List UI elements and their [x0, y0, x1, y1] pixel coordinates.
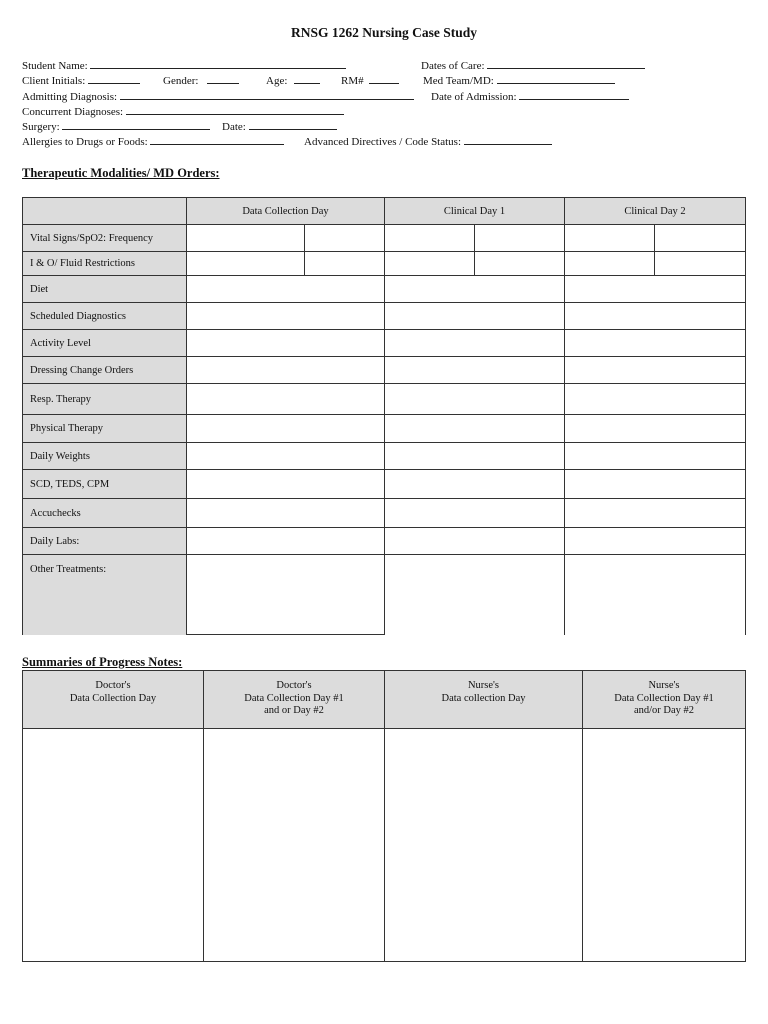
header-data-collection-day: Data Collection Day: [187, 198, 385, 225]
allergies-label: Allergies to Drugs or Foods:: [22, 136, 148, 148]
entry-cell[interactable]: [565, 276, 746, 303]
date-of-admission-field[interactable]: [431, 90, 629, 103]
entry-cell[interactable]: [187, 499, 385, 528]
client-initials-line: [88, 74, 140, 84]
entry-cell[interactable]: [187, 528, 385, 555]
header-line: Data Collection Day #1: [614, 692, 714, 704]
table-row: [23, 330, 746, 357]
table-row: [23, 729, 746, 962]
table-row: [23, 470, 746, 499]
entry-cell[interactable]: [475, 225, 565, 252]
table-row: [23, 415, 746, 443]
row-label: I & O/ Fluid Restrictions: [23, 252, 187, 276]
table-row: [23, 528, 746, 555]
entry-cell[interactable]: [385, 225, 475, 252]
entry-cell[interactable]: [187, 470, 385, 499]
entry-cell[interactable]: [565, 357, 746, 384]
table-row: [23, 499, 746, 528]
entry-cell[interactable]: [305, 225, 385, 252]
table-row: [23, 443, 746, 470]
allergies-line: [150, 135, 284, 145]
entry-cell[interactable]: [204, 729, 385, 962]
rm-line: [369, 74, 399, 84]
client-initials-field[interactable]: [22, 74, 140, 87]
row-label: SCD, TEDS, CPM: [23, 470, 187, 499]
age-field[interactable]: [266, 74, 320, 87]
row-label: Resp. Therapy: [23, 384, 187, 415]
entry-cell[interactable]: [187, 303, 385, 330]
surgery-date-field[interactable]: [222, 120, 337, 133]
entry-cell[interactable]: [187, 330, 385, 357]
orders-header-row: [23, 198, 746, 225]
entry-cell[interactable]: [385, 555, 565, 635]
table-row: [23, 357, 746, 384]
student-name-line: [90, 59, 346, 69]
entry-cell[interactable]: [565, 225, 655, 252]
gender-label: Gender:: [163, 75, 199, 87]
entry-cell[interactable]: [187, 357, 385, 384]
admitting-diagnosis-line: [120, 90, 414, 100]
concurrent-diagnoses-line: [126, 105, 344, 115]
surgery-line: [62, 120, 210, 130]
entry-cell[interactable]: [187, 225, 305, 252]
entry-cell[interactable]: [385, 443, 565, 470]
age-label: Age:: [266, 75, 288, 87]
table-row: [23, 303, 746, 330]
admitting-diagnosis-label: Admitting Diagnosis:: [22, 91, 118, 103]
header-clinical-day-2: Clinical Day 2: [565, 198, 746, 225]
dates-of-care-field[interactable]: [421, 59, 645, 72]
entry-cell[interactable]: [565, 528, 746, 555]
dates-of-care-line: [487, 59, 645, 69]
header-doctor-day1-day2: [204, 671, 385, 729]
entry-cell[interactable]: [565, 252, 655, 276]
med-team-line: [497, 74, 615, 84]
header-line: Data Collection Day #1: [244, 692, 344, 704]
entry-cell[interactable]: [565, 303, 746, 330]
date-of-admission-line: [519, 90, 629, 100]
surgery-date-label: Date:: [222, 121, 246, 133]
entry-cell[interactable]: [565, 443, 746, 470]
entry-cell[interactable]: [385, 470, 565, 499]
gender-field[interactable]: [163, 74, 239, 87]
header-line: and/or Day #2: [633, 705, 695, 716]
row-label: Activity Level: [23, 330, 187, 357]
header-line: Data collection Day: [441, 692, 526, 704]
entry-cell[interactable]: [565, 555, 746, 635]
row-label: Accuchecks: [23, 499, 187, 528]
entry-cell[interactable]: [23, 729, 204, 962]
date-of-admission-label: Date of Admission:: [431, 91, 517, 103]
row-label: Physical Therapy: [23, 415, 187, 443]
entry-cell[interactable]: [187, 415, 385, 443]
table-row: [23, 276, 746, 303]
entry-cell[interactable]: [305, 252, 385, 276]
header-line: Nurse's: [467, 680, 500, 691]
entry-cell[interactable]: [385, 252, 475, 276]
entry-cell[interactable]: [565, 415, 746, 443]
row-label: Daily Weights: [23, 443, 187, 470]
table-row: [23, 225, 746, 252]
entry-cell[interactable]: [385, 729, 583, 962]
surgery-label: Surgery:: [22, 121, 60, 133]
table-row: [23, 252, 746, 276]
entry-cell[interactable]: [655, 225, 746, 252]
entry-cell[interactable]: [385, 276, 565, 303]
dates-of-care-label: Dates of Care:: [421, 60, 485, 72]
header-line: and or Day #2: [264, 705, 324, 716]
advanced-directives-label: Advanced Directives / Code Status:: [304, 136, 462, 148]
orders-section-title: Therapeutic Modalities/ MD Orders:: [22, 166, 220, 180]
row-label: Diet: [23, 276, 187, 303]
entry-cell[interactable]: [385, 415, 565, 443]
advanced-directives-line: [464, 135, 552, 145]
age-line: [294, 74, 320, 84]
row-label: Other Treatments:: [23, 555, 187, 635]
entry-cell[interactable]: [187, 443, 385, 470]
row-label: Daily Labs:: [23, 528, 187, 555]
med-team-field[interactable]: [423, 74, 615, 87]
row-label: Dressing Change Orders: [23, 357, 187, 384]
orders-corner-cell: [23, 198, 187, 225]
entry-cell[interactable]: [385, 330, 565, 357]
orders-table: [22, 197, 746, 635]
header-clinical-day-1: Clinical Day 1: [385, 198, 565, 225]
header-line: Doctor's: [95, 680, 131, 691]
table-row: [23, 384, 746, 415]
entry-cell[interactable]: [565, 470, 746, 499]
header-line: Data Collection Day: [69, 692, 157, 704]
entry-cell[interactable]: [385, 357, 565, 384]
progress-section-title: Summaries of Progress Notes:: [22, 655, 183, 669]
entry-cell[interactable]: [583, 729, 746, 962]
surgery-field[interactable]: [22, 120, 210, 133]
allergies-field[interactable]: [22, 135, 284, 148]
med-team-label: Med Team/MD:: [423, 75, 494, 87]
concurrent-diagnoses-field[interactable]: [22, 105, 344, 118]
entry-cell[interactable]: [565, 499, 746, 528]
header-nurse-data-collection-day: [385, 671, 583, 729]
header-doctor-data-collection-day: [23, 671, 204, 729]
entry-cell[interactable]: [187, 252, 305, 276]
entry-cell[interactable]: [565, 330, 746, 357]
entry-cell[interactable]: [187, 555, 385, 635]
table-row: [23, 555, 746, 635]
surgery-date-line: [249, 120, 337, 130]
progress-notes-table: [22, 670, 746, 962]
admitting-diagnosis-field[interactable]: [22, 90, 414, 103]
header-line: Doctor's: [276, 680, 312, 691]
entry-cell[interactable]: [187, 384, 385, 415]
gender-line: [207, 74, 239, 84]
rm-field[interactable]: [341, 74, 399, 87]
entry-cell[interactable]: [385, 303, 565, 330]
rm-label: RM#: [341, 75, 364, 87]
concurrent-diagnoses-label: Concurrent Diagnoses:: [22, 106, 124, 118]
entry-cell[interactable]: [385, 528, 565, 555]
student-name-field[interactable]: [22, 59, 346, 72]
advanced-directives-field[interactable]: [304, 135, 552, 148]
progress-header-row: [23, 671, 746, 729]
header-line: Nurse's: [648, 680, 680, 691]
header-nurse-day1-day2: [583, 671, 746, 729]
row-label: Scheduled Diagnostics: [23, 303, 187, 330]
page-title: RNSG 1262 Nursing Case Study: [290, 25, 478, 40]
row-label: Vital Signs/SpO2: Frequency: [23, 225, 187, 252]
entry-cell[interactable]: [385, 384, 565, 415]
entry-cell[interactable]: [475, 252, 565, 276]
student-name-label: Student Name:: [22, 60, 88, 72]
entry-cell[interactable]: [385, 499, 565, 528]
entry-cell[interactable]: [565, 384, 746, 415]
entry-cell[interactable]: [187, 276, 385, 303]
client-initials-label: Client Initials:: [22, 75, 86, 87]
entry-cell[interactable]: [655, 252, 746, 276]
